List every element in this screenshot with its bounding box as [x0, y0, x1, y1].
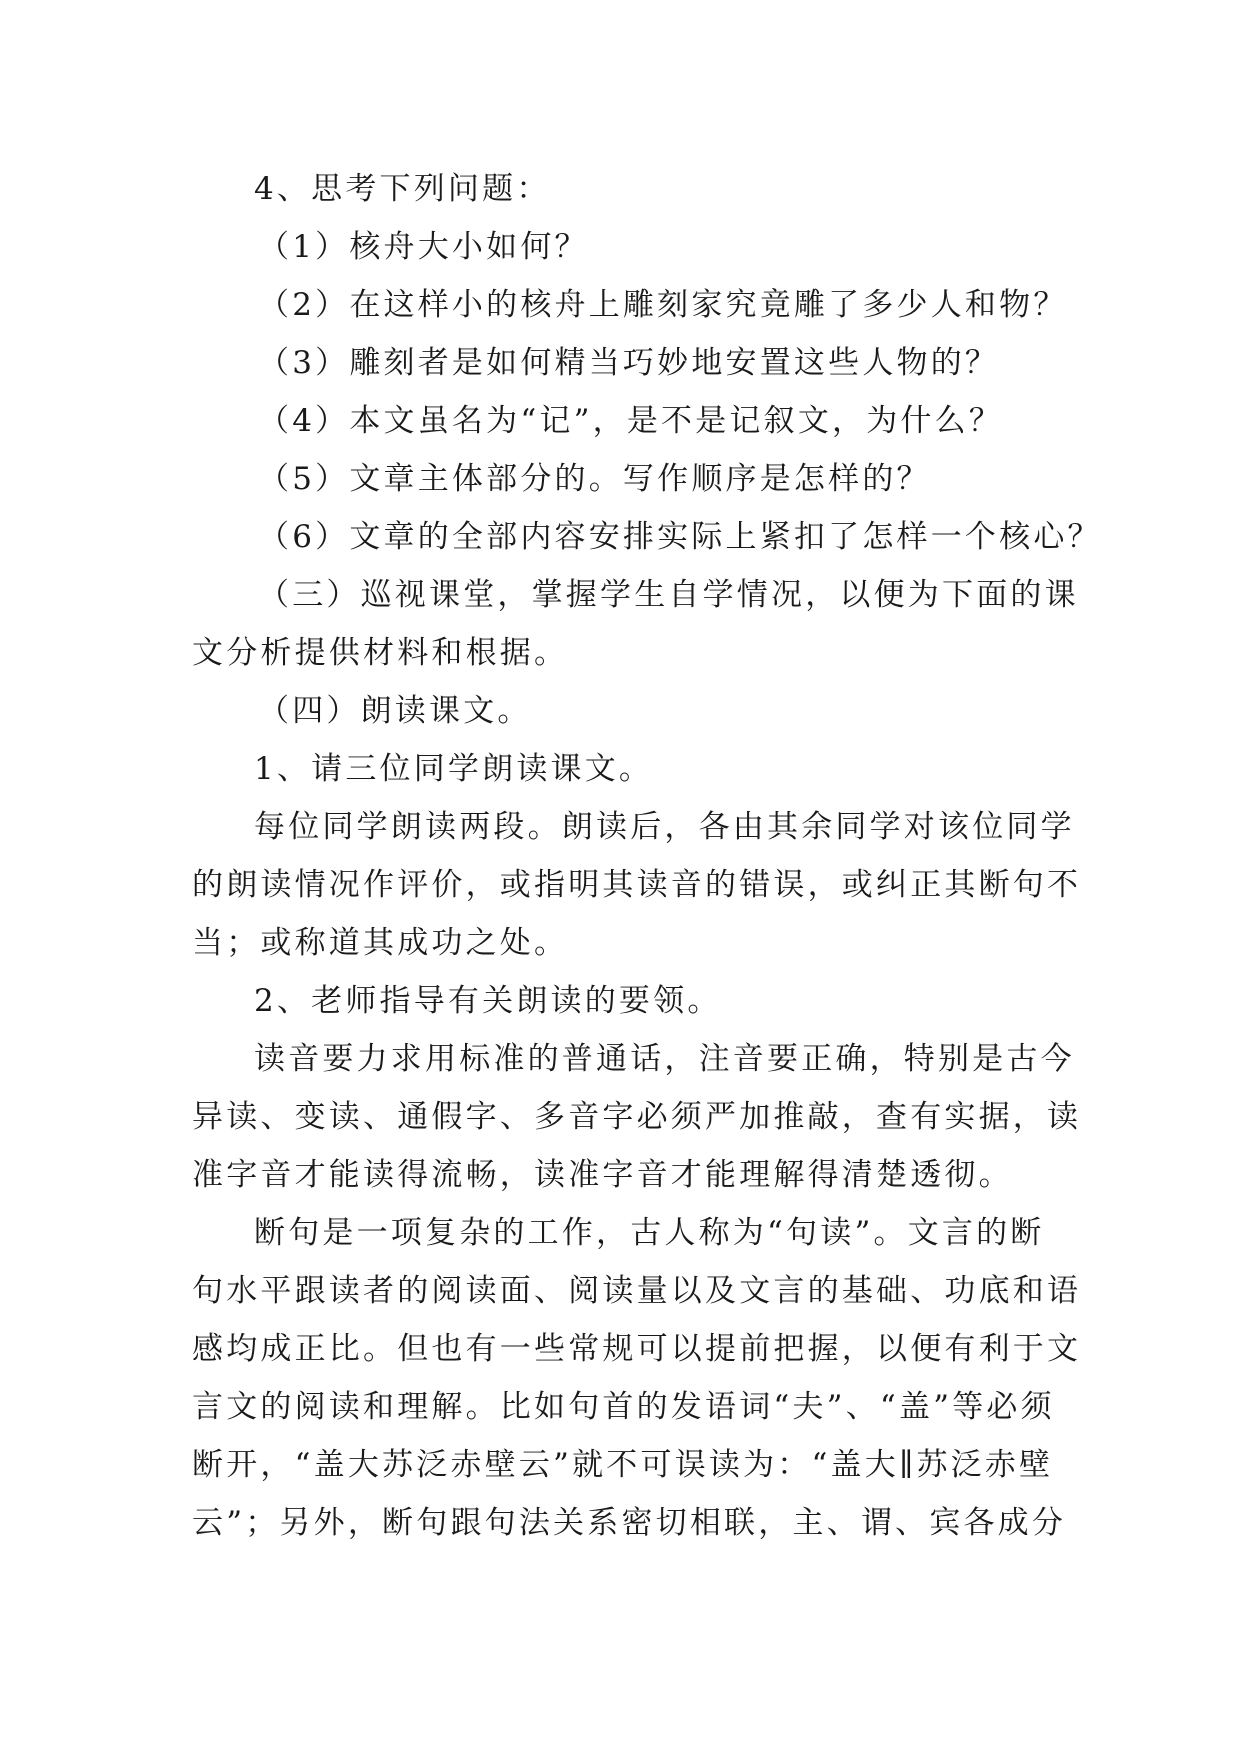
- paragraph-line: 的朗读情况作评价，或指明其读音的错误，或纠正其断句不: [192, 867, 1082, 903]
- step-heading: 1、请三位同学朗读课文。: [254, 751, 654, 787]
- question-item-4: （4）本文虽名为“记”，是不是记叙文，为什么？: [258, 403, 1004, 439]
- paragraph-line: 准字音才能读得流畅，读准字音才能理解得清楚透彻。: [192, 1157, 1013, 1193]
- paragraph-line: 句水平跟读者的阅读面、阅读量以及文言的基础、功底和语: [192, 1273, 1082, 1309]
- question-heading: 4、思考下列问题：: [254, 171, 551, 207]
- question-item-5: （5）文章主体部分的。写作顺序是怎样的？: [258, 461, 931, 497]
- paragraph-line: 感均成正比。但也有一些常规可以提前把握，以便有利于文: [192, 1331, 1082, 1367]
- question-item-1: （1）核舟大小如何？: [258, 229, 589, 265]
- section-heading: （四）朗读课文。: [258, 693, 532, 729]
- paragraph-line: 当；或称道其成功之处。: [192, 925, 569, 961]
- step-heading: 2、老师指导有关朗读的要领。: [254, 983, 722, 1019]
- paragraph-line: 言文的阅读和理解。比如句首的发语词“夫”、“盖”等必须: [192, 1389, 1055, 1425]
- paragraph-line: 读音要力求用标准的普通话，注音要正确，特别是古今: [254, 1041, 1075, 1077]
- paragraph-line: （三）巡视课堂，掌握学生自学情况，以便为下面的课: [258, 577, 1079, 613]
- paragraph-line: 每位同学朗读两段。朗读后，各由其余同学对该位同学: [254, 809, 1075, 845]
- paragraph-line: 断开，“盖大苏泛赤壁云”就不可误读为：“盖大∥苏泛赤壁: [192, 1447, 1054, 1483]
- question-item-6: （6）文章的全部内容安排实际上紧扣了怎样一个核心？: [258, 519, 1102, 555]
- paragraph-line: 异读、变读、通假字、多音字必须严加推敲，查有实据，读: [192, 1099, 1082, 1135]
- paragraph-line: 文分析提供材料和根据。: [192, 635, 569, 671]
- paragraph-line: 断句是一项复杂的工作，古人称为“句读”。文言的断: [254, 1215, 1045, 1251]
- question-item-3: （3）雕刻者是如何精当巧妙地安置这些人物的？: [258, 345, 1000, 381]
- paragraph-line: 云”；另外，断句跟句法关系密切相联，主、谓、宾各成分: [192, 1505, 1067, 1541]
- question-item-2: （2）在这样小的核舟上雕刻家究竟雕了多少人和物？: [258, 287, 1068, 323]
- document-body: [192, 160, 1102, 1552]
